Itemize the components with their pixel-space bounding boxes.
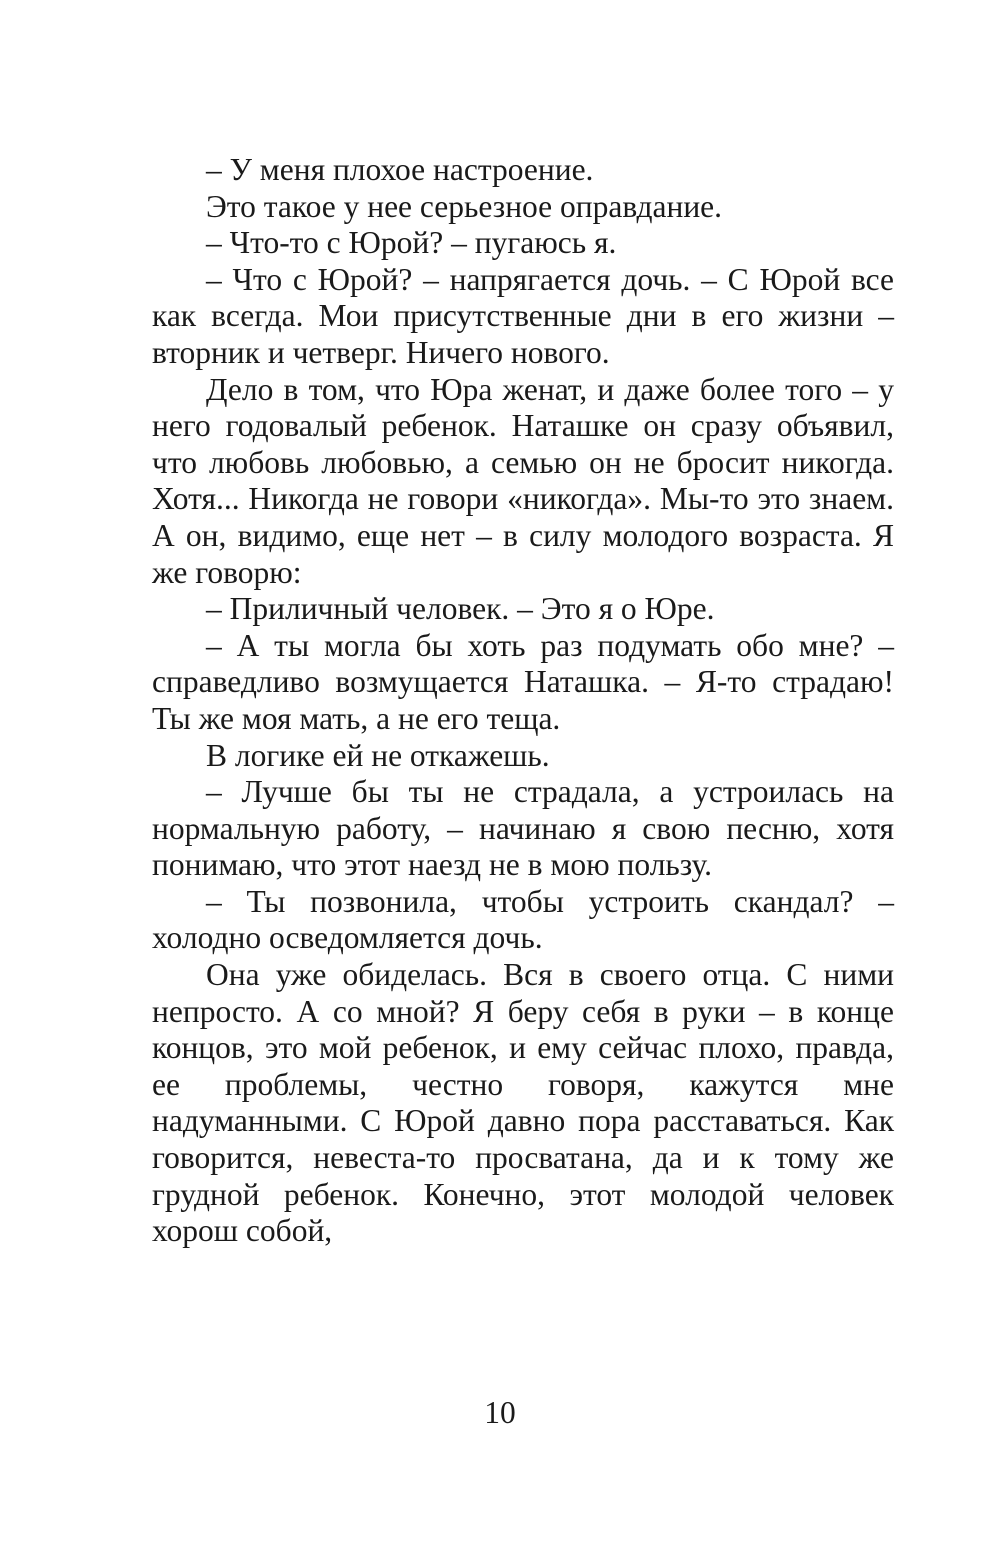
paragraph-6: – Приличный человек. – Это я о Юре. bbox=[206, 591, 715, 627]
paragraph-9: – Лучше бы ты не страдала, а устроилась на нормальную работу, – начинаю я свою песню, хотя понимаю, что этот наезд не в мою пользу. bbox=[152, 774, 894, 883]
paragraph-10: – Ты позвонила, чтобы устроить скандал? – холодно осведомляется дочь. bbox=[152, 883, 894, 956]
paragraph-8: В логике ей не откажешь. bbox=[206, 737, 550, 773]
paragraph-3: – Что-то с Юрой? – пугаюсь я. bbox=[206, 225, 617, 261]
paragraph-4: – Что с Юрой? – напрягается дочь. – С Юрой все как всегда. Мои присутственные дни в его жизни – вторник и четверг. Ничего нового. bbox=[152, 261, 894, 370]
paragraph-5: Дело в том, что Юра женат, и даже более того – у него годовалый ребенок. Наташке он сразу объявил, что любовь любовью, а семью он не бросит никогда. Хотя... Никогда не говори «никогда». Мы-то это знаем. А он, видимо, еще нет – в силу молодого возраста. Я же говорю: bbox=[152, 371, 894, 590]
paragraph-7: – А ты могла бы хоть раз подумать обо мне? – справедливо возмущается Наташка. – Я-то страдаю! Ты же моя мать, а не его теща. bbox=[152, 627, 894, 736]
paragraph-2: Это такое у нее серьезное оправдание. bbox=[206, 188, 723, 224]
page-number: 10 bbox=[484, 1395, 516, 1430]
paragraph-11: Она уже обиделась. Вся в своего отца. С ними непросто. А со мной? Я беру себя в руки – в конце концов, это мой ребенок, и ему сейчас плохо, правда, ее проблемы, честно говоря, кажутся мне надуманными. С Юрой давно пора расставаться. Как говорится, невеста-то просватана, да и к тому же грудной ребенок. Конечно, этот молодой человек хорош собой, bbox=[152, 957, 894, 1249]
paragraph-1: – У меня плохое настроение. bbox=[206, 152, 594, 187]
page-text bbox=[152, 152, 894, 1250]
